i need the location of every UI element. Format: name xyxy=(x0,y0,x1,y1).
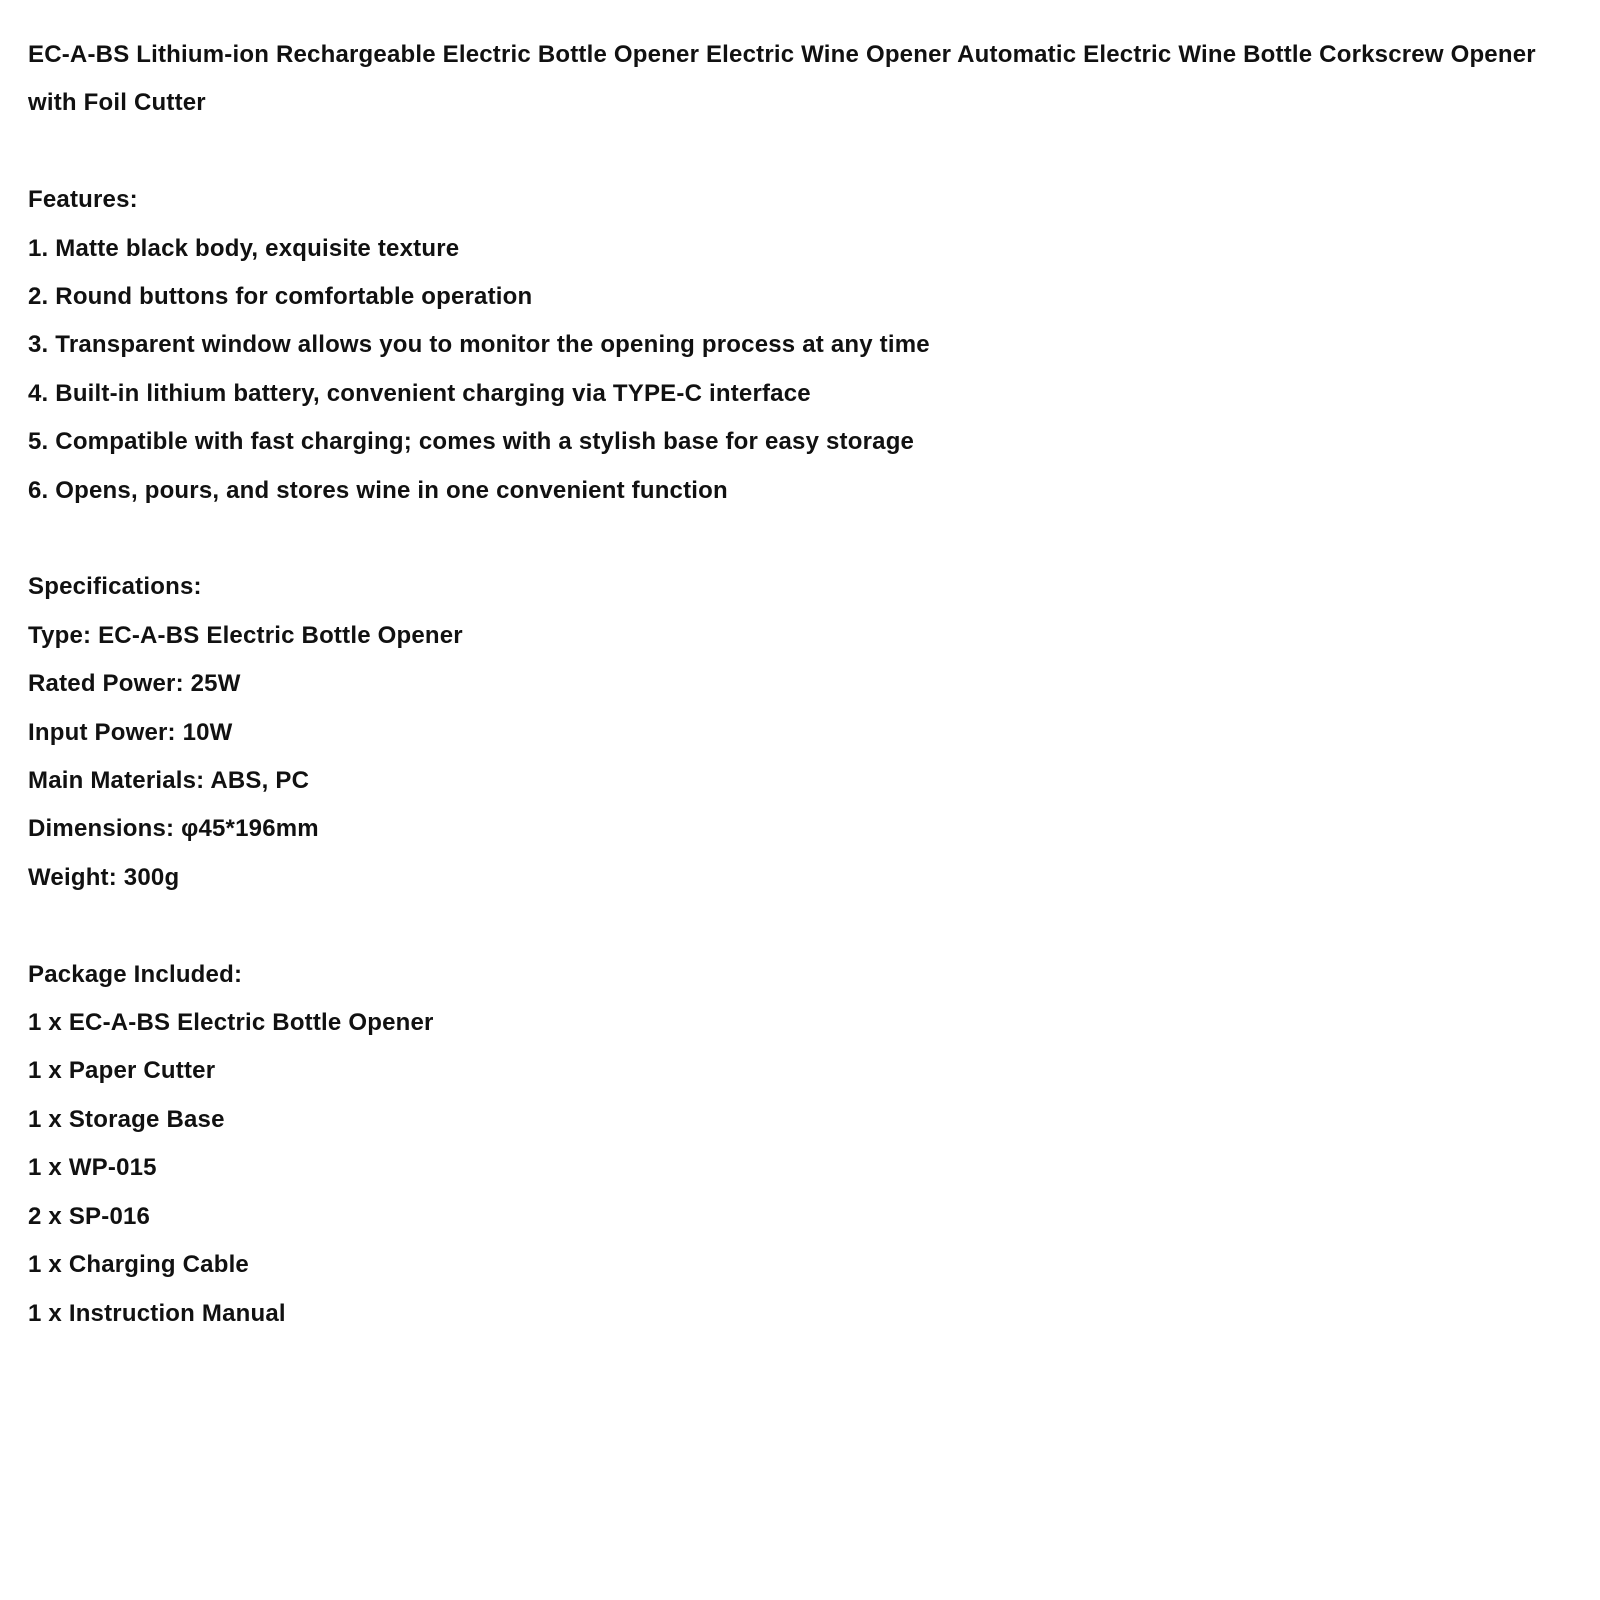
feature-item: 2. Round buttons for comfortable operation xyxy=(28,283,533,311)
spec-item: Weight: 300g xyxy=(28,863,180,891)
section-spacer xyxy=(28,902,1572,950)
package-heading: Package Included: xyxy=(28,960,243,988)
feature-item: 6. Opens, pours, and stores wine in one convenient function xyxy=(28,476,728,504)
spec-item: Main Materials: ABS, PC xyxy=(28,767,310,795)
spec-item: Input Power: 10W xyxy=(28,718,233,746)
specifications-section xyxy=(28,563,1572,902)
package-section xyxy=(28,951,1572,1338)
package-item: 1 x EC-A-BS Electric Bottle Opener xyxy=(28,1009,434,1037)
features-heading: Features: xyxy=(28,186,138,214)
package-item: 1 x Instruction Manual xyxy=(28,1299,286,1327)
feature-item: 4. Built-in lithium battery, convenient charging via TYPE-C interface xyxy=(28,379,811,407)
package-item: 2 x SP-016 xyxy=(28,1202,151,1230)
feature-item: 3. Transparent window allows you to monitor the opening process at any time xyxy=(28,331,930,359)
spec-item: Type: EC-A-BS Electric Bottle Opener xyxy=(28,621,463,649)
section-spacer xyxy=(28,128,1572,176)
product-title: EC-A-BS Lithium-ion Rechargeable Electric Bottle Opener Electric Wine Opener Automatic Electric Wine Bottle Corkscrew Opener with Foil Cutter xyxy=(28,41,1536,117)
feature-item: 5. Compatible with fast charging; comes with a stylish base for easy storage xyxy=(28,428,915,456)
specifications-list xyxy=(28,612,1572,902)
package-list xyxy=(28,999,1572,1338)
features-list xyxy=(28,225,1572,515)
specifications-heading: Specifications: xyxy=(28,573,202,601)
feature-item: 1. Matte black body, exquisite texture xyxy=(28,234,460,262)
package-item: 1 x WP-015 xyxy=(28,1154,157,1182)
section-spacer xyxy=(28,515,1572,563)
spec-item: Dimensions: φ45*196mm xyxy=(28,815,319,843)
features-section xyxy=(28,176,1572,515)
package-item: 1 x Paper Cutter xyxy=(28,1057,216,1085)
package-item: 1 x Storage Base xyxy=(28,1105,225,1133)
spec-item: Rated Power: 25W xyxy=(28,670,241,698)
package-item: 1 x Charging Cable xyxy=(28,1251,249,1279)
